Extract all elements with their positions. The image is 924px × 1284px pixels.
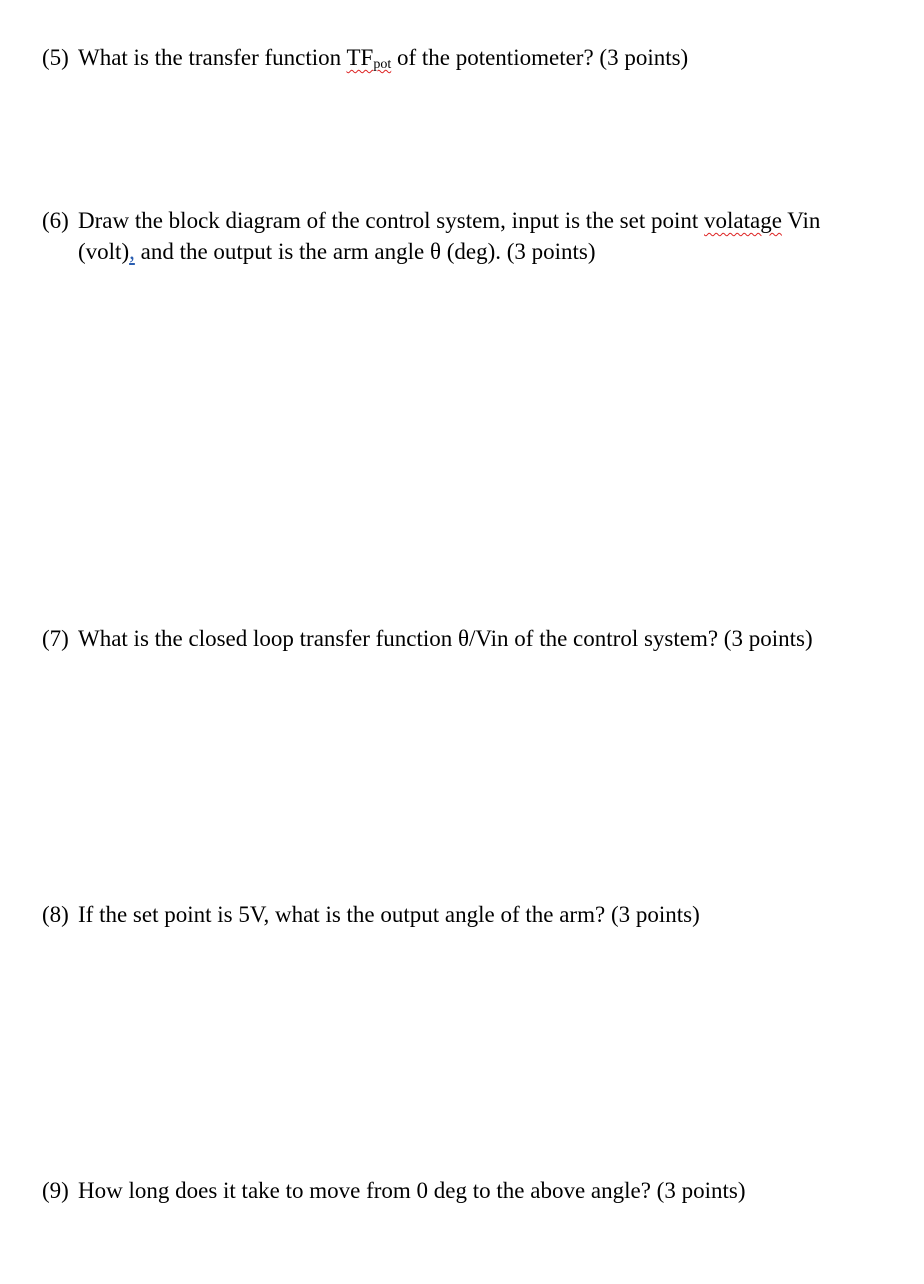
question-number: (7) [42, 626, 69, 651]
tf-pot-symbol: $TF_{pot}$ [346, 45, 392, 72]
tf-subscript: pot [373, 57, 392, 72]
question-number: (9) [42, 1178, 69, 1203]
question-text-vin: Vin [781, 208, 821, 233]
question-8 [42, 899, 882, 930]
volt-text: (volt) [78, 239, 130, 264]
question-9 [42, 1175, 882, 1206]
misspelled-word: volatage [704, 208, 782, 233]
question-7 [42, 623, 882, 654]
edit-mark: , [129, 239, 135, 264]
question-number: (6) [42, 208, 69, 233]
question-6 [42, 205, 882, 267]
question-number: (5) [42, 45, 69, 70]
question-text: What is the transfer function [78, 45, 347, 70]
question-5 [42, 42, 882, 80]
question-text-tail: and the output is the arm angle θ (deg). (3 points) [134, 239, 596, 264]
question-text: What is the closed loop transfer function θ/Vin of the control system? (3 points) [78, 626, 813, 651]
question-text: If the set point is 5V, what is the output angle of the arm? (3 points) [78, 902, 700, 927]
question-text: Draw the block diagram of the control system, input is the set point [78, 208, 704, 233]
question-text: How long does it take to move from 0 deg to the above angle? (3 points) [78, 1178, 746, 1203]
question-text-tail: of the potentiometer? (3 points) [391, 45, 689, 70]
question-number: (8) [42, 902, 69, 927]
question-continuation [42, 236, 882, 267]
